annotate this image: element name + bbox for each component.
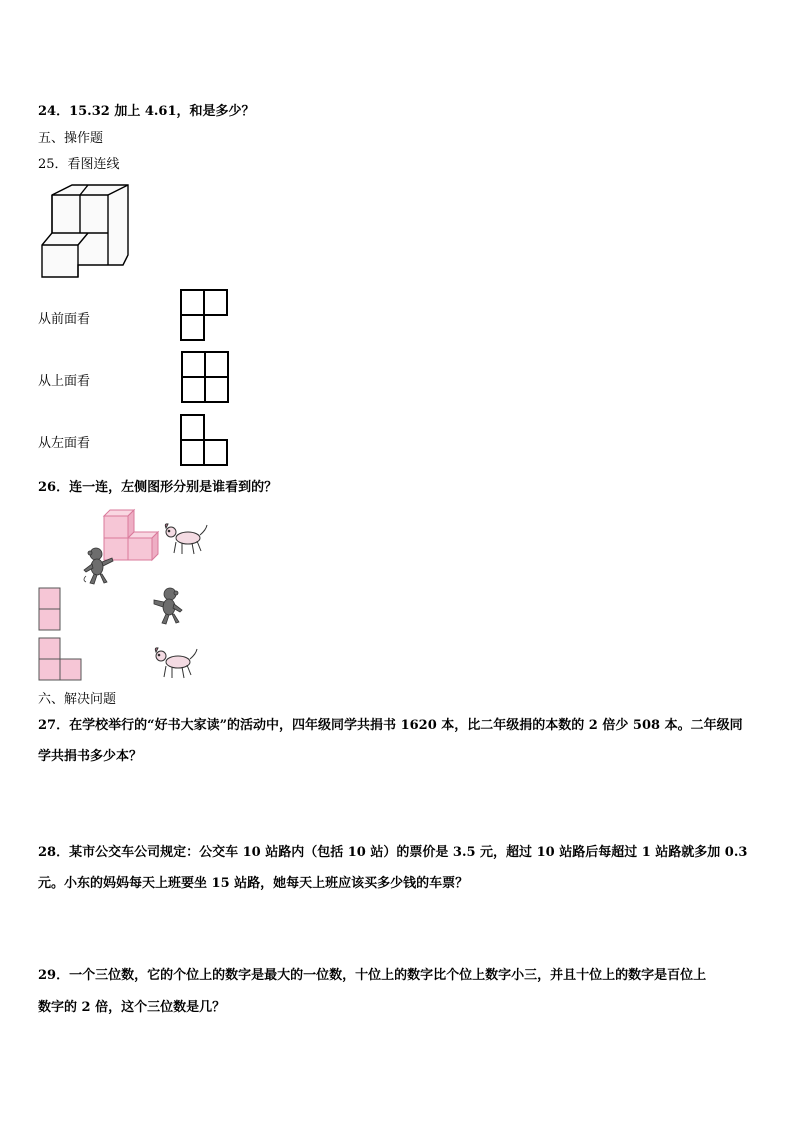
question-27-line-1: 27．在学校举行的“好书大家读”的活动中，四年级同学共捐书 1620 本，比二年级捐的本数的 2 倍少 508 本。二年级同 bbox=[38, 718, 743, 733]
section-6-title: 六、解决问题 bbox=[38, 692, 117, 707]
question-24: 24．15.32 加上 4.61，和是多少？ bbox=[38, 104, 255, 119]
view-shape-1 bbox=[180, 289, 230, 343]
view-shape-2 bbox=[181, 351, 231, 405]
view-label-top: 从上面看 bbox=[38, 374, 91, 389]
question-27-line-2: 学共捐书多少本？ bbox=[38, 749, 143, 764]
monkey-icon bbox=[80, 546, 116, 586]
view-label-front: 从前面看 bbox=[38, 312, 91, 327]
question-29-line-2: 数字的 2 倍，这个三位数是几？ bbox=[38, 1000, 226, 1015]
section-5-title: 五、操作题 bbox=[38, 131, 104, 146]
question-25: 25．看图连线 bbox=[38, 157, 120, 172]
question-29-line-1: 29．一个三位数，它的个位上的数字是最大的一位数，十位上的数字比个位上数字小三，并且十位上的数字是百位上 bbox=[38, 968, 707, 983]
pink-view-vertical bbox=[38, 587, 62, 633]
view-label-left: 从左面看 bbox=[38, 436, 91, 451]
q25-cube-figure bbox=[40, 185, 132, 280]
question-28-line-1: 28．某市公交车公司规定：公交车 10 站路内（包括 10 站）的票价是 3.5 元，超过 10 站路后每超过 1 站路就多加 0.3 bbox=[38, 845, 748, 860]
question-26: 26．连一连，左侧图形分别是谁看到的？ bbox=[38, 480, 278, 495]
dog-icon-2 bbox=[150, 646, 200, 682]
pink-view-l-shape bbox=[38, 637, 84, 683]
monkey-icon-2 bbox=[152, 586, 188, 626]
view-shape-3 bbox=[180, 414, 230, 468]
dog-icon bbox=[160, 522, 210, 558]
question-28-line-2: 元。小东的妈妈每天上班要坐 15 站路，她每天上班应该买多少钱的车票？ bbox=[38, 876, 469, 891]
